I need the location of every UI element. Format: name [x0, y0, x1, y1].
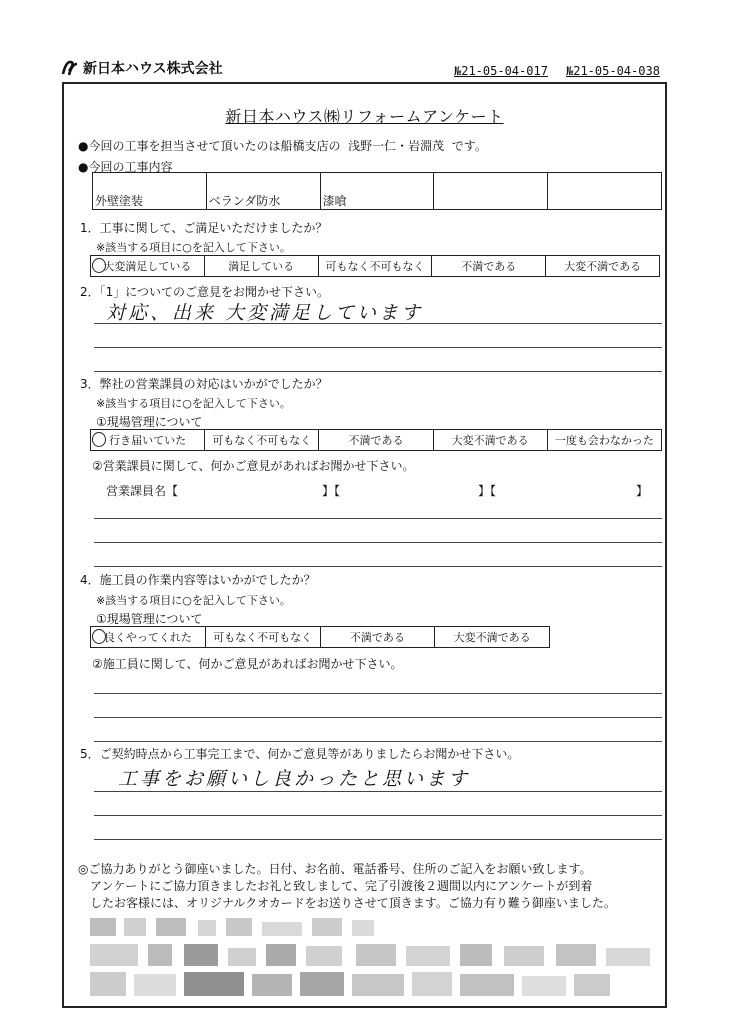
- work-content-label: ●今回の工事内容: [78, 160, 173, 174]
- work-item: [548, 173, 662, 210]
- q3-option[interactable]: 不満である: [319, 430, 433, 451]
- document-number-1: №21-05-04-017: [454, 64, 548, 78]
- q3-options: [90, 429, 662, 451]
- q4-sub2: ②施工員に関して、何かご意見があればお聞かせ下さい。: [92, 657, 403, 671]
- work-item: 外壁塗装: [93, 173, 207, 210]
- q3-note: ※該当する項目に○を記入して下さい。: [96, 397, 291, 410]
- staff-name-separator: 】【: [478, 484, 497, 498]
- work-item: [434, 173, 548, 210]
- q4-option[interactable]: 良くやってくれた: [91, 627, 206, 648]
- q4-option[interactable]: 大変不満である: [435, 627, 550, 648]
- staff-name-label: 営業課員名【: [106, 484, 179, 498]
- answer-line: [94, 815, 662, 816]
- q1-option[interactable]: 不満である: [432, 256, 546, 277]
- intro-line: ●今回の工事を担当させて頂いたのは船橋支店の 浅野一仁・岩淵茂 です。: [78, 139, 487, 153]
- footer-line-2: アンケートにご協力頂きましたお礼と致しまして、完了引渡後２週間以内にアンケートが到着: [90, 879, 593, 893]
- work-item: ベランダ防水: [206, 173, 320, 210]
- q1-option[interactable]: 大変満足している: [91, 256, 205, 277]
- company-logo-icon: [60, 59, 80, 77]
- q2-title: 2．「1」についてのご意見をお聞かせ下さい。: [80, 285, 330, 299]
- q1-option[interactable]: 大変不満である: [546, 256, 660, 277]
- q4-sub1: ①現場管理について: [96, 612, 203, 626]
- work-content-table: [92, 172, 662, 210]
- q1-selected-circle: [92, 258, 106, 273]
- q3-selected-circle: [92, 432, 106, 447]
- form-title: 新日本ハウス㈱リフォームアンケート: [225, 107, 504, 126]
- answer-line: [94, 347, 662, 348]
- q2-handwritten-answer: 対応、出来 大変満足しています: [106, 302, 424, 324]
- q1-option[interactable]: 可もなく不可もなく: [318, 256, 432, 277]
- staff-names: 浅野一仁・岩淵茂: [348, 139, 445, 153]
- q4-selected-circle: [92, 629, 106, 644]
- q1-options: [90, 255, 660, 277]
- q3-sub2: ②営業課員に関して、何かご意見があればお聞かせ下さい。: [92, 459, 415, 473]
- company-name: 新日本ハウス株式会社: [83, 61, 223, 77]
- q4-option[interactable]: 不満である: [320, 627, 435, 648]
- answer-line: [94, 323, 662, 324]
- q3-option[interactable]: 行き届いていた: [91, 430, 205, 451]
- q1-title: 1．工事に関して、ご満足いただけましたか？: [80, 221, 328, 235]
- footer-line-3: したお客様には、オリジナルクオカードをお送りさせて頂きます。ご協力有り難う御座いました。: [90, 896, 616, 910]
- answer-line: [94, 693, 662, 694]
- company-logo: [60, 58, 223, 78]
- q4-option[interactable]: 可もなく不可もなく: [205, 627, 320, 648]
- answer-line: [94, 371, 662, 372]
- q1-note: ※該当する項目に○を記入して下さい。: [96, 241, 291, 254]
- q3-sub1: ①現場管理について: [96, 415, 203, 429]
- q1-option[interactable]: 満足している: [204, 256, 318, 277]
- q3-option[interactable]: 可もなく不可もなく: [205, 430, 319, 451]
- answer-line: [94, 791, 662, 792]
- answer-line: [94, 518, 662, 519]
- q3-option[interactable]: 大変不満である: [433, 430, 547, 451]
- q4-title: 4．施工員の作業内容等はいかがでしたか？: [80, 573, 316, 587]
- answer-line: [94, 566, 662, 567]
- staff-name-separator: 】【: [322, 484, 341, 498]
- staff-name-end: 】: [636, 484, 649, 498]
- footer-line-1: ◎ご協力ありがとう御座いました。日付、お名前、電話番号、住所のご記入をお願い致します。: [78, 862, 592, 876]
- q5-title: 5．ご契約時点から工事完工まで、何かご意見等がありましたらお聞かせ下さい。: [80, 747, 520, 761]
- q3-title: 3．弊社の営業課員の対応はいかがでしたか？: [80, 377, 328, 391]
- answer-line: [94, 542, 662, 543]
- q4-note: ※該当する項目に○を記入して下さい。: [96, 594, 291, 607]
- redacted-customer-info: [86, 914, 658, 1002]
- work-item: 漆喰: [320, 173, 434, 210]
- answer-line: [94, 717, 662, 718]
- q3-option[interactable]: 一度も会わなかった: [547, 430, 661, 451]
- q5-handwritten-answer: 工事をお願いし良かったと思います: [118, 768, 471, 790]
- document-number-2: №21-05-04-038: [566, 64, 660, 78]
- answer-line: [94, 741, 662, 742]
- q4-options: [90, 626, 550, 648]
- answer-line: [94, 839, 662, 840]
